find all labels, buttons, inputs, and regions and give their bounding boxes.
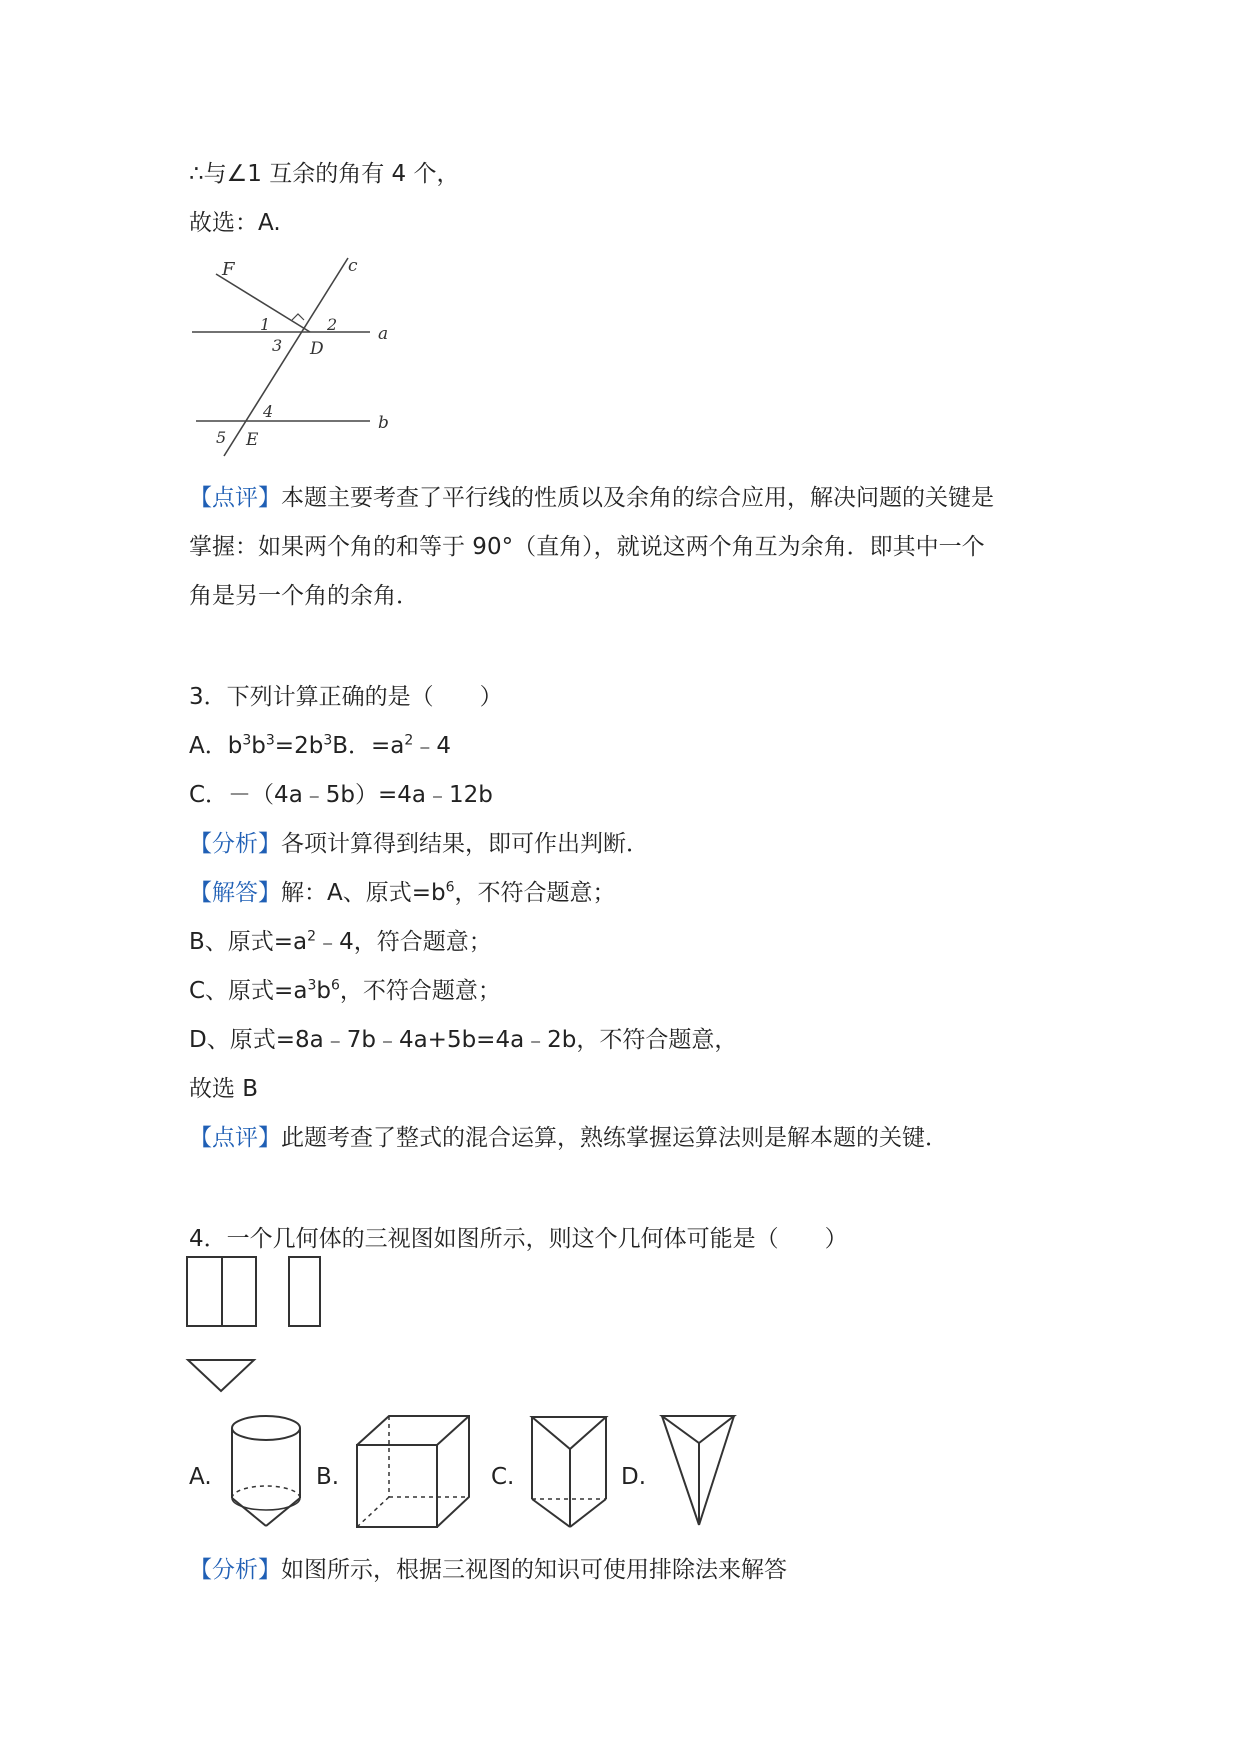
- label-5: 5: [216, 428, 227, 447]
- analysis-line-2: 【分析】如图所示，根据三视图的知识可使用排除法来解答: [189, 1557, 787, 1583]
- answer-b-line: 故选 B: [189, 1076, 259, 1102]
- label-F: F: [222, 259, 235, 280]
- label-a: a: [378, 324, 389, 344]
- solution-line-b: B、原式$=a^2﹣4$，符合题意；: [189, 928, 492, 955]
- label-4: 4: [263, 402, 274, 421]
- option-a-figure[interactable]: [226, 1414, 306, 1529]
- analysis-line: 【分析】各项计算得到结果，即可作出判断．: [189, 831, 649, 857]
- option-c-figure[interactable]: [530, 1415, 610, 1530]
- solution-line-d: D、原式=8a﹣7b﹣4a+5b=4a﹣2b，不符合题意，: [189, 1027, 738, 1053]
- option-d-label[interactable]: D.: [621, 1464, 647, 1490]
- label-2: 2: [327, 315, 338, 334]
- label-1: 1: [260, 315, 271, 334]
- three-views-figure: [186, 1256, 336, 1396]
- parallel-lines-figure: [190, 258, 410, 458]
- question-3: 3．下列计算正确的是（ ）: [189, 684, 503, 710]
- line-c: [224, 258, 348, 456]
- comment-paragraph-line-1: 【点评】本题主要考查了平行线的性质以及余角的综合应用，解决问题的关键是: [189, 485, 994, 511]
- option-a-label[interactable]: A.: [189, 1464, 212, 1490]
- answer-line: 故选：A.: [189, 210, 281, 236]
- option-d-figure[interactable]: [659, 1413, 739, 1528]
- q3-options-ab: A．$b^3b^3=2b^3B$．$=a^2﹣4$: [189, 732, 451, 759]
- option-b-figure[interactable]: [356, 1415, 471, 1530]
- q3-option-c: C．－（4a﹣5b）=4a﹣12b: [189, 782, 493, 808]
- comment-paragraph-line-3: 角是另一个角的余角．: [189, 583, 419, 609]
- label-b: b: [378, 413, 389, 433]
- solution-line-a: 【解答】解：A、原式$=b^6$，不符合题意；: [189, 879, 616, 906]
- label-E: E: [246, 430, 259, 450]
- label-3: 3: [272, 336, 283, 355]
- solution-line-c: C、原式$=a^3b^6$，不符合题意；: [189, 977, 501, 1004]
- comment-paragraph-line-2: 掌握：如果两个角的和等于 90°（直角），就说这两个角互为余角．即其中一个: [189, 534, 985, 560]
- comment-line-2: 【点评】此题考查了整式的混合运算，熟练掌握运算法则是解本题的关键．: [189, 1125, 948, 1151]
- option-b-label[interactable]: B.: [316, 1464, 340, 1490]
- conclusion-line: ∴与∠1 互余的角有 4 个，: [189, 161, 460, 187]
- question-4: 4．一个几何体的三视图如图所示，则这个几何体可能是（ ）: [189, 1226, 848, 1252]
- label-c: c: [348, 256, 358, 276]
- label-D: D: [310, 339, 324, 359]
- option-c-label[interactable]: C.: [491, 1464, 515, 1490]
